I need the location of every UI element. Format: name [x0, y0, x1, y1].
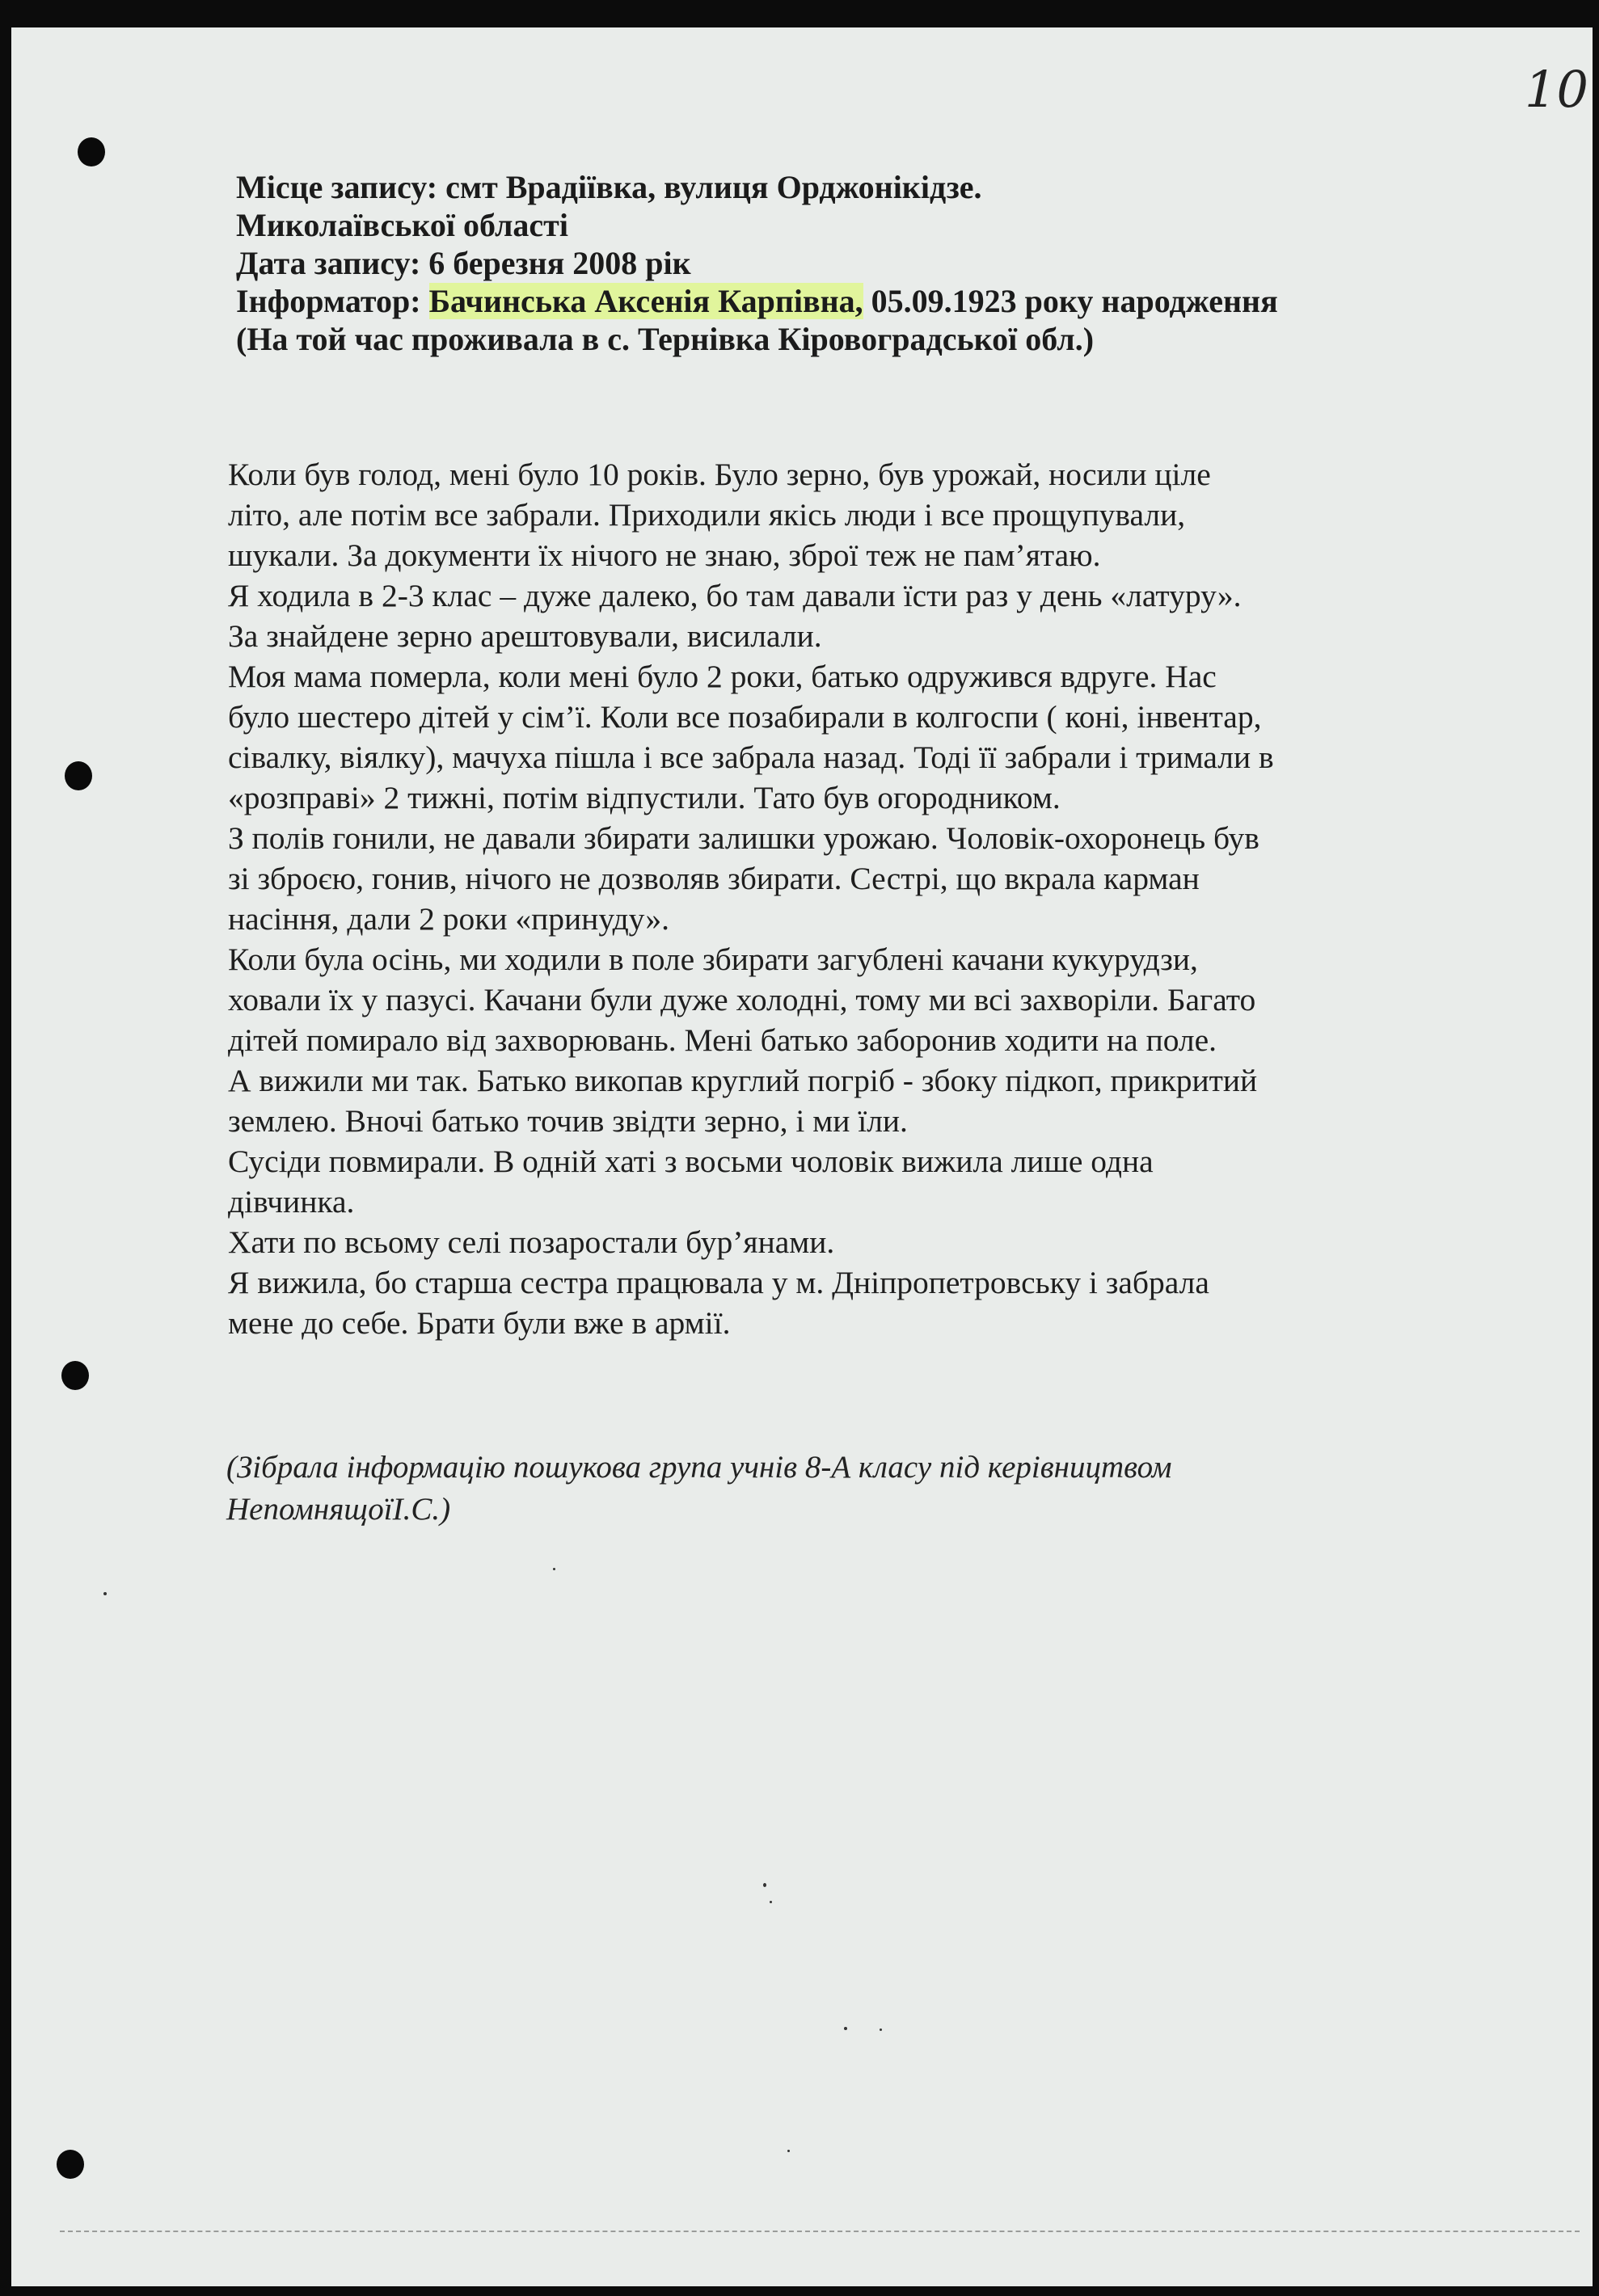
- informant-birth: 05.09.1923 року народження: [863, 283, 1278, 319]
- testimony-line: насіння, дали 2 роки «принуду».: [228, 901, 670, 937]
- testimony-line: дітей помирало від захворювань. Мені батько заборонив ходити на поле.: [228, 1022, 1217, 1058]
- record-header: [236, 168, 1562, 358]
- scan-speck: [844, 2027, 847, 2030]
- credit-line: (Зібрала інформацію пошукова група учнів 8-А класу під керівництвом: [226, 1450, 1172, 1485]
- testimony-line: Хати по всьому селі позаростали бур’янами.: [228, 1224, 835, 1260]
- record-region: Миколаївської області: [236, 207, 568, 243]
- collector-credit: [226, 1447, 1560, 1531]
- testimony-line: сівалку, віялку), мачуха пішла і все забрала назад. Тоді її забрали і тримали в: [228, 739, 1274, 775]
- testimony-line: літо, але потім все забрали. Приходили якісь люди і все прощупували,: [228, 497, 1186, 533]
- testimony-line: дівчинка.: [228, 1184, 355, 1220]
- record-date: Дата запису: 6 березня 2008 рік: [236, 245, 691, 281]
- punch-hole: [61, 1361, 89, 1390]
- testimony-line: зі зброєю, гонив, нічого не дозволяв збирати. Сестрі, що вкрала карман: [228, 861, 1200, 896]
- scan-speck: [763, 1883, 766, 1887]
- testimony-line: Коли був голод, мені було 10 років. Було зерно, був урожай, носили ціле: [228, 457, 1211, 492]
- testimony-line: А вижили ми так. Батько викопав круглий погріб - збоку підкоп, прикритий: [228, 1063, 1258, 1098]
- testimony-line: ховали їх у пазусі. Качани були дуже холодні, тому ми всі захворіли. Багато: [228, 982, 1256, 1017]
- testimony-line: За знайдене зерно арештовували, висилали.: [228, 618, 822, 654]
- record-place: Місце запису: смт Врадіївка, вулиця Орджонікідзе.: [236, 169, 982, 205]
- bottom-edge-line: [60, 2231, 1580, 2232]
- record-informant: [236, 282, 1562, 320]
- testimony-line: Моя мама померла, коли мені було 2 роки, батько одружився вдруге. Нас: [228, 659, 1217, 694]
- record-residence: (На той час проживала в с. Тернівка Кіровоградської обл.): [236, 321, 1095, 357]
- scan-speck: [103, 1592, 107, 1595]
- punch-hole: [65, 761, 92, 790]
- testimony-line: мене до себе. Брати були вже в армії.: [228, 1305, 731, 1341]
- testimony-line: було шестеро дітей у сім’ї. Коли все позабирали в колгоспи ( коні, інвентар,: [228, 699, 1262, 735]
- testimony-line: «розправі» 2 тижні, потім відпустили. Тато був огородником.: [228, 780, 1061, 815]
- scan-speck: [553, 1568, 555, 1570]
- scan-speck: [770, 1901, 772, 1903]
- scan-speck: [787, 2150, 790, 2152]
- informant-name-highlight: Бачинська Аксенія Карпівна,: [428, 283, 863, 319]
- testimony-line: Я вижила, бо старша сестра працювала у м. Дніпропетровську і забрала: [228, 1265, 1209, 1300]
- testimony-line: З полів гонили, не давали збирати залишки урожаю. Чоловік-охоронець був: [228, 820, 1259, 856]
- testimony-line: Я ходила в 2-3 клас – дуже далеко, бо там давали їсти раз у день «латуру».: [228, 578, 1242, 613]
- informant-label: Інформатор:: [236, 283, 429, 319]
- punch-hole: [78, 137, 105, 166]
- document-page: [11, 27, 1593, 2286]
- punch-hole: [57, 2150, 84, 2179]
- testimony-line: шукали. За документи їх нічого не знаю, зброї теж не пам’ятаю.: [228, 537, 1101, 573]
- testimony-line: Коли була осінь, ми ходили в поле збирати загублені качани кукурудзи,: [228, 942, 1198, 977]
- testimony-line: землею. Вночі батько точив звідти зерно, і ми їли.: [228, 1103, 908, 1139]
- testimony-line: Сусіди повмирали. В одній хаті з восьми чоловік вижила лише одна: [228, 1144, 1154, 1179]
- page-number: 10: [1525, 60, 1588, 119]
- credit-line: НепомнящоїІ.С.): [226, 1492, 451, 1527]
- testimony-text: [228, 454, 1562, 1343]
- scan-speck: [880, 2028, 882, 2031]
